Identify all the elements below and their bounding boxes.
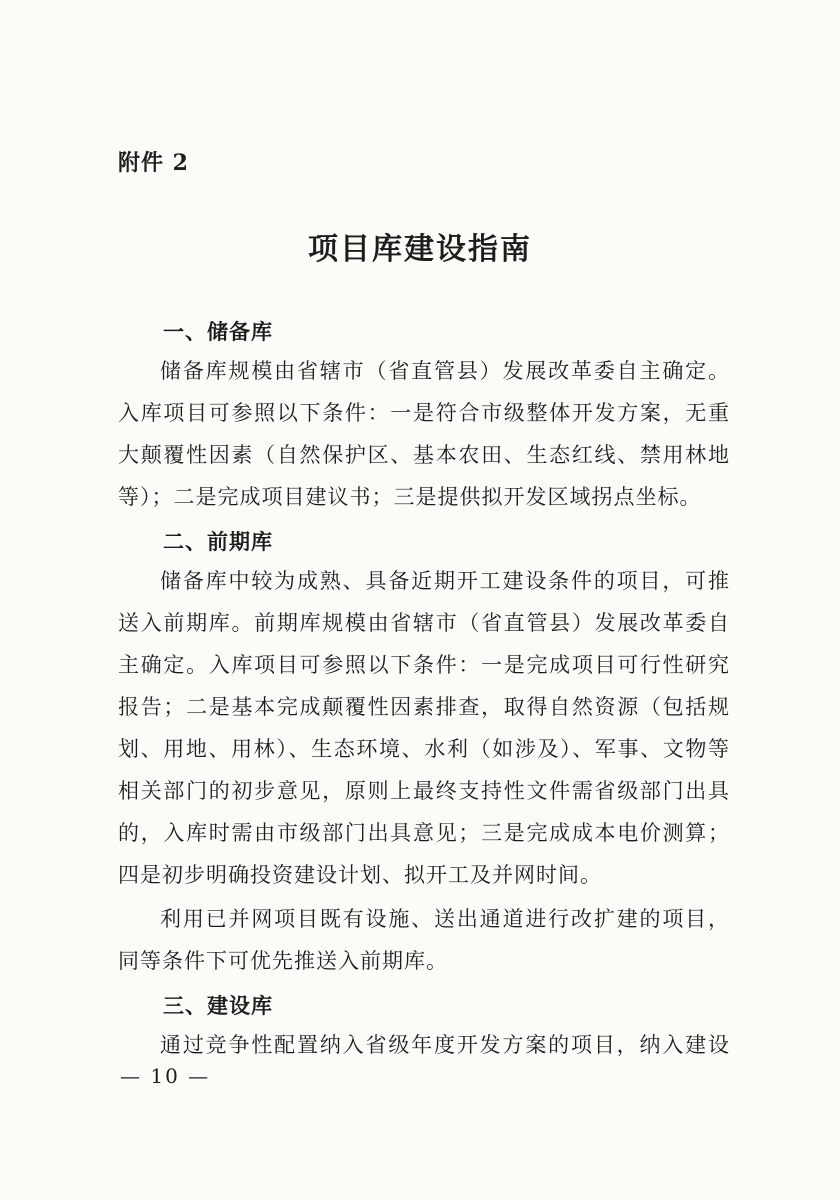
paragraph-line: 同等条件下可优先推送入前期库。	[118, 949, 448, 973]
paragraph-line: 相关部门的初步意见，原则上最终支持性文件需省级部门出具	[118, 779, 730, 803]
section-heading-preliminary: 二、前期库	[163, 529, 273, 554]
paragraph-line: 送入前期库。前期库规模由省辖市（省直管县）发展改革委自	[118, 611, 730, 635]
paragraph-line: 等）；二是完成项目建议书；三是提供拟开发区域拐点坐标。	[118, 485, 702, 509]
attachment-label: 附件 2	[118, 150, 189, 176]
document-title: 项目库建设指南	[308, 232, 532, 267]
section-heading-reserve: 一、储备库	[163, 319, 273, 344]
section-heading-construction: 三、建设库	[163, 993, 273, 1018]
paragraph-line: 主确定。入库项目可参照以下条件：一是完成项目可行性研究	[118, 653, 730, 677]
paragraph-line: 储备库规模由省辖市（省直管县）发展改革委自主确定。	[160, 359, 730, 383]
paragraph-line: 利用已并网项目既有设施、送出通道进行改扩建的项目，	[160, 907, 730, 931]
paragraph-line: 划、用地、用林）、生态环境、水利（如涉及）、军事、文物等	[118, 737, 730, 761]
paragraph-line: 入库项目可参照以下条件：一是符合市级整体开发方案，无重	[118, 401, 730, 425]
paragraph-line: 的，入库时需由市级部门出具意见；三是完成成本电价测算；	[118, 821, 730, 845]
paragraph-line: 四是初步明确投资建设计划、拟开工及并网时间。	[118, 863, 602, 887]
paragraph-line: 报告；二是基本完成颠覆性因素排查，取得自然资源（包括规	[118, 695, 730, 719]
paragraph-line: 大颠覆性因素（自然保护区、基本农田、生态红线、禁用林地	[118, 443, 730, 467]
paragraph-line: 通过竞争性配置纳入省级年度开发方案的项目，纳入建设	[160, 1033, 730, 1057]
paragraph-line: 储备库中较为成熟、具备近期开工建设条件的项目，可推	[160, 569, 730, 593]
page-number: — 10 —	[120, 1064, 211, 1088]
